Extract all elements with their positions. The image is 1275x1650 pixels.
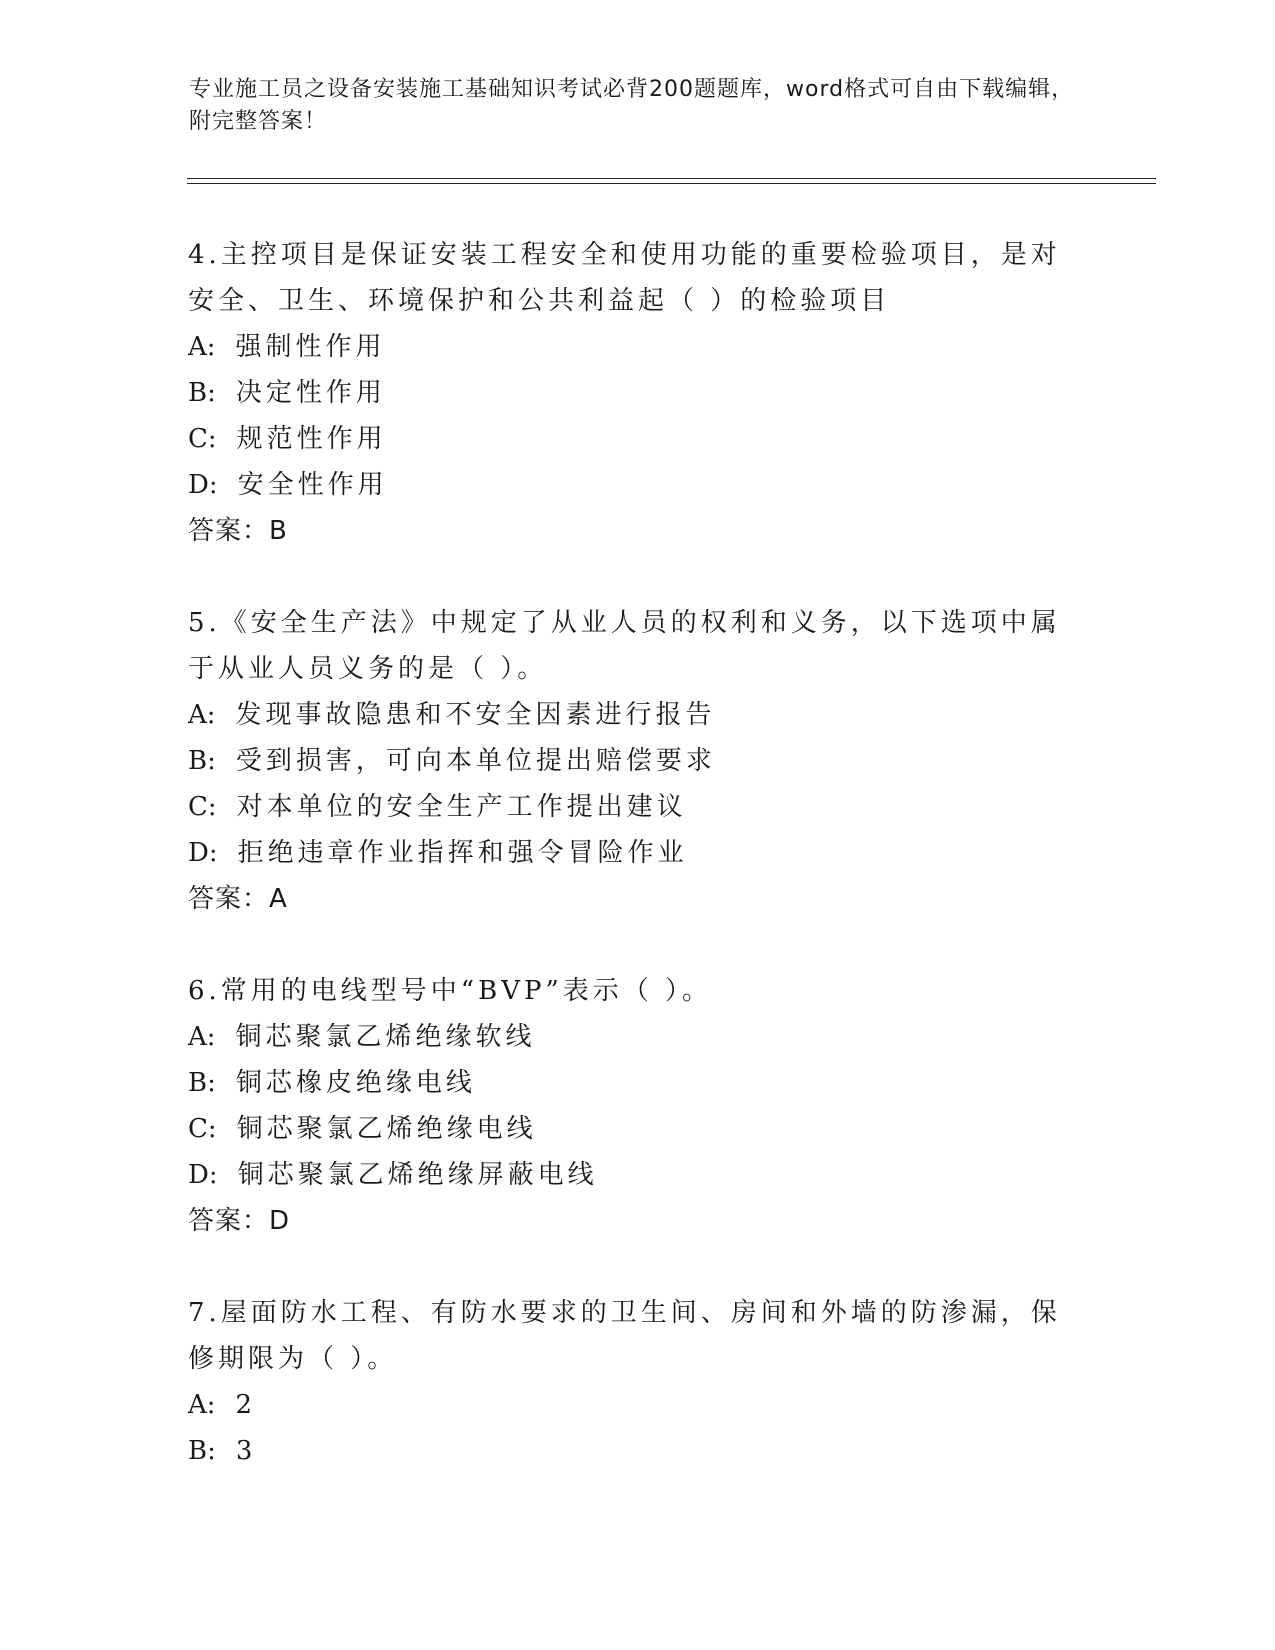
option-text: 拒绝违章作业指挥和强令冒险作业 [237,838,688,868]
option-b [188,1060,1068,1106]
answer-value: A [269,884,288,914]
option-letter: B: [188,1436,216,1466]
option-text: 规范性作用 [236,424,387,454]
question-stem: 7.屋面防水工程、有防水要求的卫生间、房间和外墙的防渗漏，保修期限为（ ）。 [188,1298,1061,1374]
option-a [188,692,1068,738]
question-5 [188,600,1068,922]
option-text: 发现事故隐患和不安全因素进行报告 [235,700,716,730]
option-text: 铜芯聚氯乙烯绝缘电线 [236,1114,537,1144]
answer-label: 答案： [188,1206,270,1236]
option-text: 受到损害，可向本单位提出赔偿要求 [235,746,716,776]
option-text: 决定性作用 [235,378,386,408]
option-letter: A: [188,1022,216,1052]
answer-label: 答案： [188,516,270,546]
question-list [188,232,1068,1520]
answer-line [188,876,1068,922]
option-letter: A: [188,700,216,730]
answer-line [188,508,1068,554]
option-letter: B: [188,746,216,776]
header-divider-top [187,178,1156,179]
option-a [188,324,1068,370]
option-b [188,738,1068,784]
answer-value: B [269,516,288,546]
option-text: 对本单位的安全生产工作提出建议 [236,792,687,822]
option-letter: B: [188,1068,216,1098]
option-text: 2 [235,1390,257,1420]
option-c [188,784,1068,830]
option-letter: C: [188,1114,217,1144]
option-text: 安全性作用 [237,470,388,500]
question-6 [188,968,1068,1244]
option-text: 铜芯聚氯乙烯绝缘屏蔽电线 [237,1160,598,1190]
option-letter: B: [188,378,216,408]
question-stem: 6.常用的电线型号中“BVP”表示（ ）。 [188,976,713,1006]
option-c [188,1106,1068,1152]
option-letter: A: [188,332,216,362]
option-b [188,1428,1068,1474]
option-letter: C: [188,424,217,454]
option-letter: D: [188,1160,218,1190]
option-b [188,370,1068,416]
option-c [188,416,1068,462]
answer-value: D [269,1206,291,1236]
question-4 [188,232,1068,554]
option-letter: C: [188,792,217,822]
option-letter: D: [188,838,218,868]
option-d [188,462,1068,508]
option-letter: D: [188,470,218,500]
option-a [188,1382,1068,1428]
answer-label: 答案： [188,884,270,914]
question-7 [188,1290,1068,1474]
question-stem: 4.主控项目是保证安装工程安全和使用功能的重要检验项目，是对安全、卫生、环境保护和公共利益起（ ）的检验项目 [188,240,1061,316]
option-text: 铜芯橡皮绝缘电线 [235,1068,476,1098]
answer-line [188,1198,1068,1244]
option-d [188,830,1068,876]
header-divider-bottom [187,183,1156,184]
option-a [188,1014,1068,1060]
option-text: 强制性作用 [235,332,386,362]
option-text: 铜芯聚氯乙烯绝缘软线 [235,1022,536,1052]
question-stem: 5.《安全生产法》中规定了从业人员的权利和义务，以下选项中属于从业人员义务的是（ ）。 [188,608,1061,684]
option-letter: A: [188,1390,216,1420]
option-d [188,1152,1068,1198]
document-title: 专业施工员之设备安装施工基础知识考试必背200题题库，word格式可自由下载编辑，附完整答案！ [189,77,1075,134]
option-text: 3 [235,1436,257,1466]
